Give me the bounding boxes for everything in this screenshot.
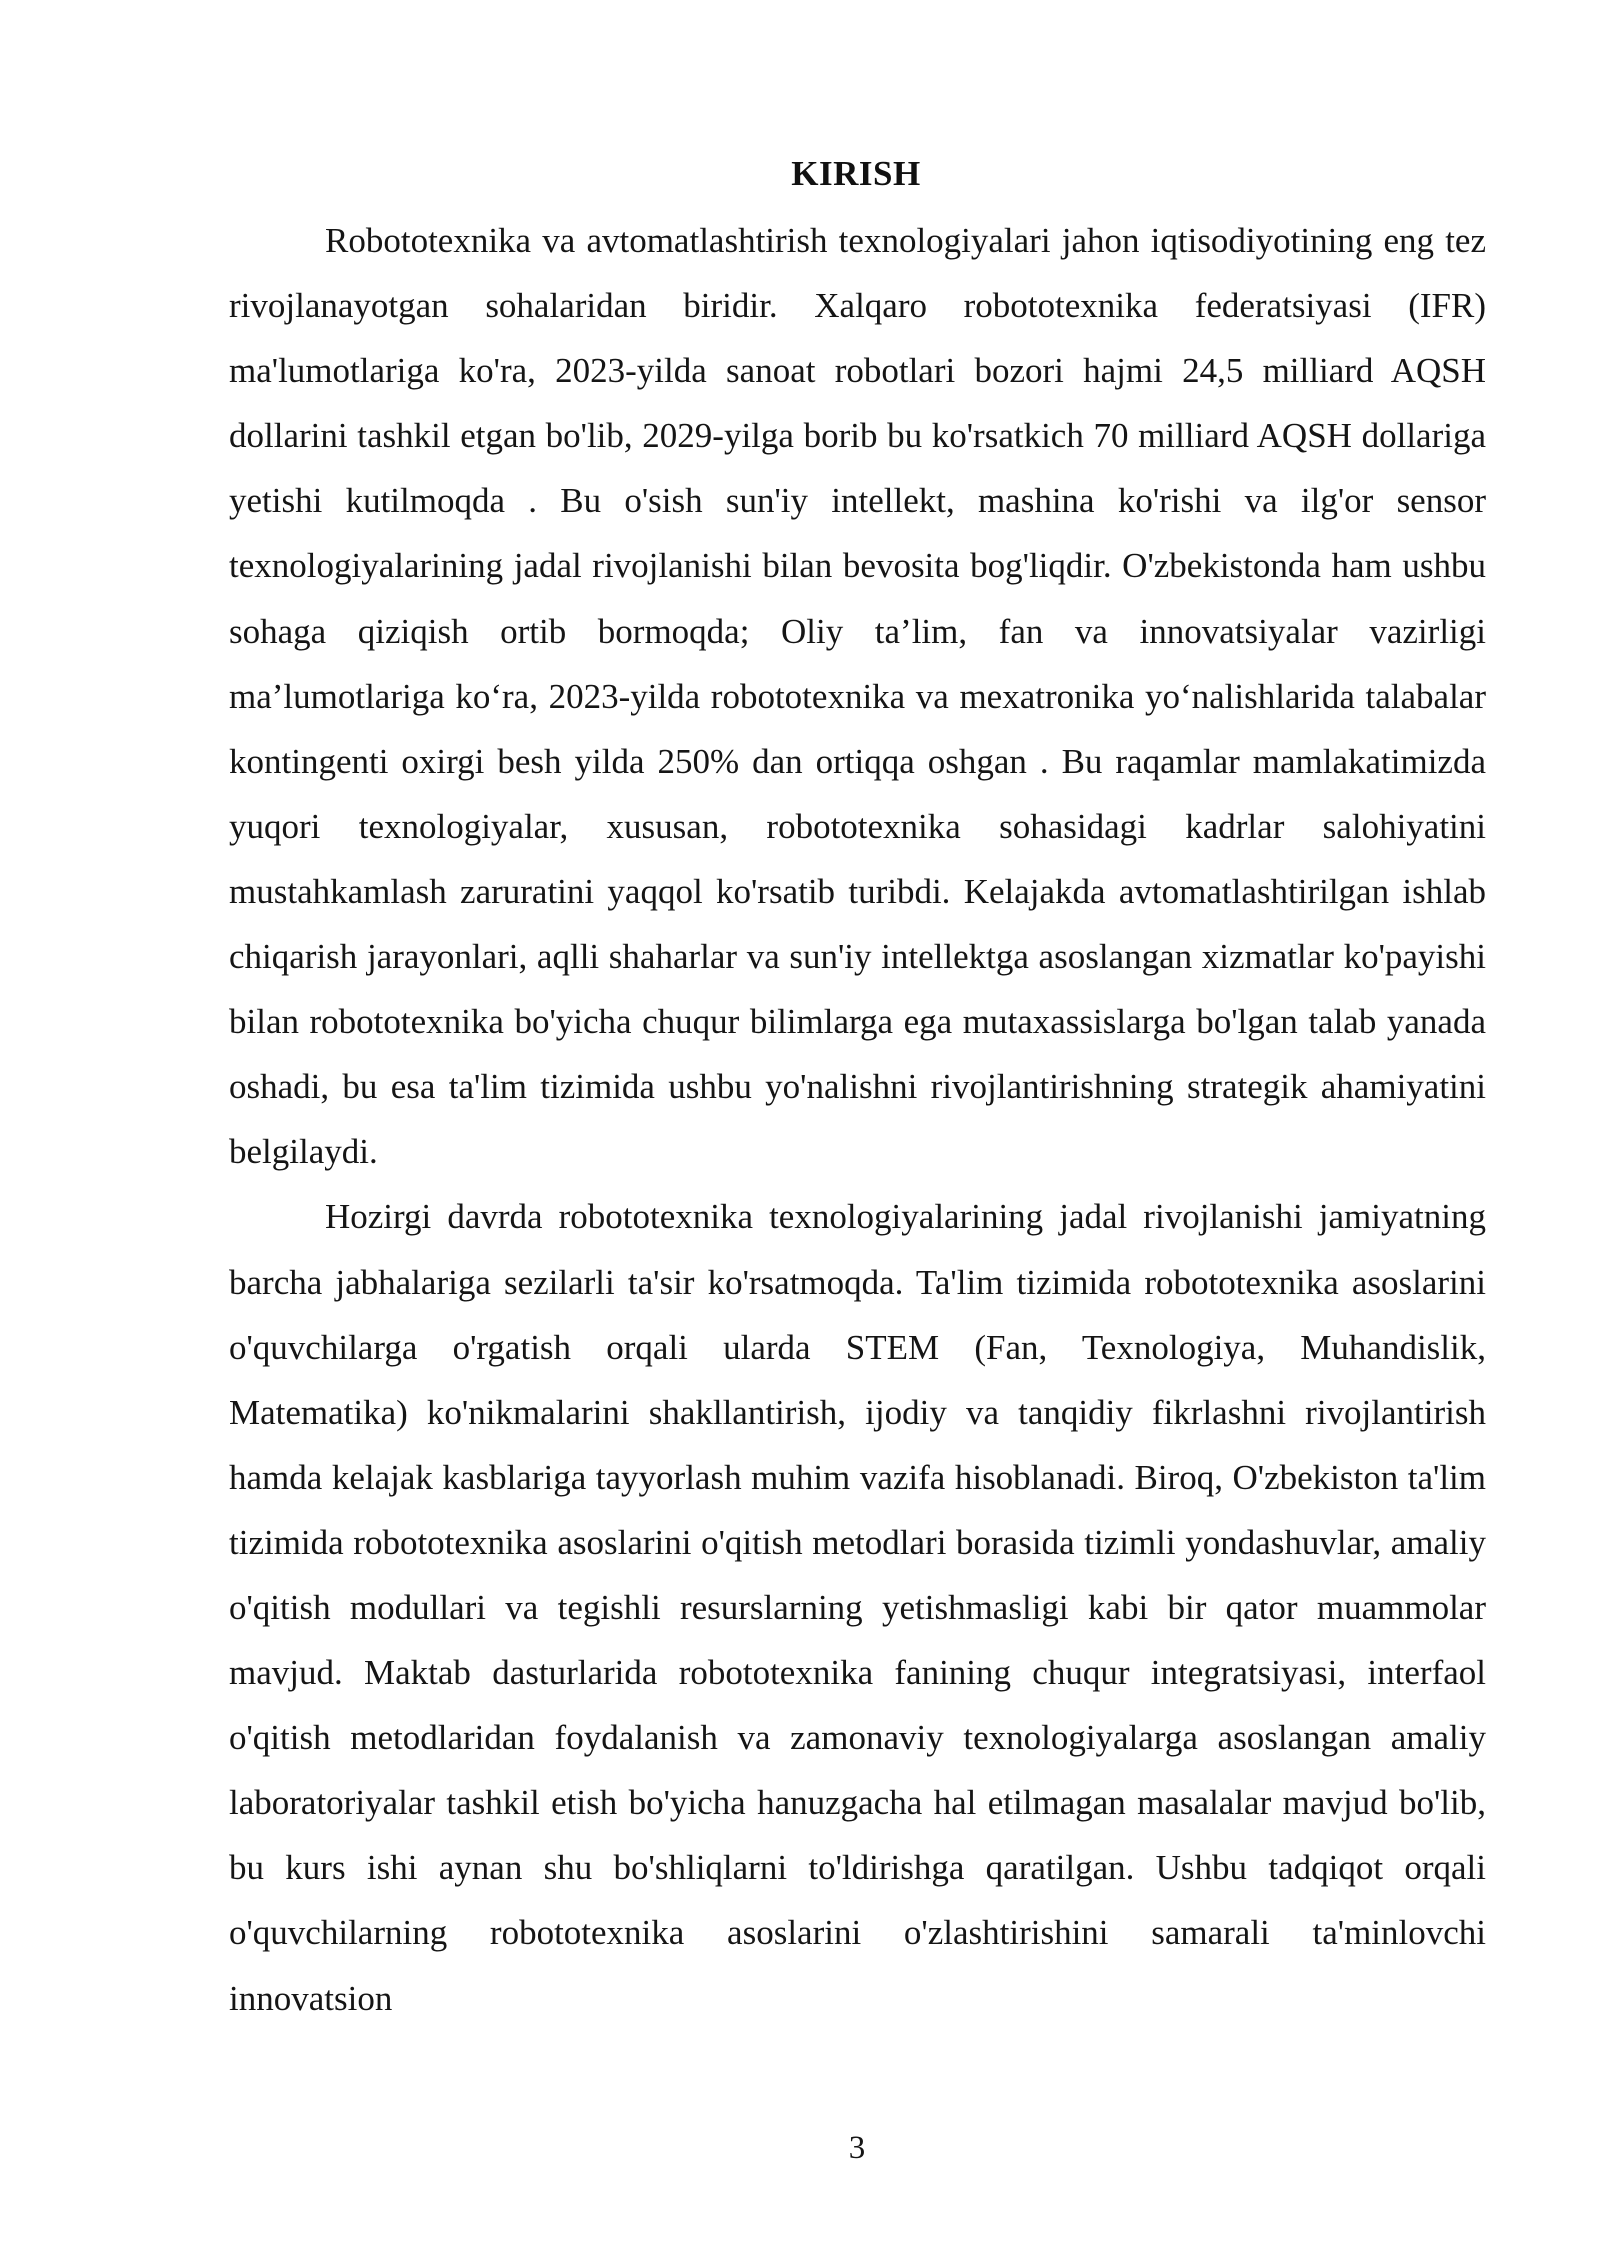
section-heading: KIRISH	[791, 154, 921, 193]
paragraph-1: Robototexnika va avtomatlashtirish texnologiyalari jahon iqtisodiyotining eng tez rivojlanayotgan sohalaridan biridir. Xalqaro robototexnika federatsiyasi (IFR) ma'lumotlariga ko'ra, 2023-yilda sanoat robotlari bozori hajmi 24,5 milliard AQSH dollarini tashkil etgan bo'lib, 2029-yilga borib bu ko'rsatkich 70 milliard AQSH dollariga yetishi kutilmoqda . Bu o'sish sun'iy intellekt, mashina ko'rishi va ilg'or sensor texnologiyalarining jadal rivojlanishi bilan bevosita bog'liqdir. O'zbekistonda ham ushbu sohaga qiziqish ortib bormoqda; Oliy ta’lim, fan va innovatsiyalar vazirligi ma’lumotlariga ko‘ra, 2023-yilda robototexnika va mexatronika yo‘nalishlarida talabalar kontingenti oxirgi besh yilda 250% dan ortiqqa oshgan . Bu raqamlar mamlakatimizda yuqori texnologiyalar, xususan, robototexnika sohasidagi kadrlar salohiyatini mustahkamlash zaruratini yaqqol ko'rsatib turibdi. Kelajakda avtomatlashtirilgan ishlab chiqarish jarayonlari, aqlli shaharlar va sun'iy intellektga asoslangan xizmatlar ko'payishi bilan robototexnika bo'yicha chuqur bilimlarga ega mutaxassislarga bo'lgan talab yanada oshadi, bu esa ta'lim tizimida ushbu yo'nalishni rivojlantirishning strategik ahamiyatini belgilaydi.	[229, 221, 1486, 1172]
page-number: 3	[848, 2130, 866, 2166]
body-text	[229, 208, 1486, 2031]
paragraph-2: Hozirgi davrda robototexnika texnologiyalarining jadal rivojlanishi jamiyatning barcha jabhalariga sezilarli ta'sir ko'rsatmoqda. Ta'lim tizimida robototexnika asoslarini o'quvchilarga o'rgatish orqali ularda STEM (Fan, Texnologiya, Muhandislik, Matematika) ko'nikmalarini shakllantirish, ijodiy va tanqidiy fikrlashni rivojlantirish hamda kelajak kasblariga tayyorlash muhim vazifa hisoblanadi. Biroq, O'zbekiston ta'lim tizimida robototexnika asoslarini o'qitish metodlari borasida tizimli yondashuvlar, amaliy o'qitish modullari va tegishli resurslarning yetishmasligi kabi bir qator muammolar mavjud. Maktab dasturlarida robototexnika fanining chuqur integratsiyasi, interfaol o'qitish metodlaridan foydalanish va zamonaviy texnologiyalarga asoslangan amaliy laboratoriyalar tashkil etish bo'yicha hanuzgacha hal etilmagan masalalar mavjud bo'lib, bu kurs ishi aynan shu bo'shliqlarni to'ldirishga qaratilgan. Ushbu tadqiqot orqali o'quvchilarning robototexnika asoslarini o'zlashtirishini samarali ta'minlovchi innovatsion	[229, 1197, 1486, 2018]
